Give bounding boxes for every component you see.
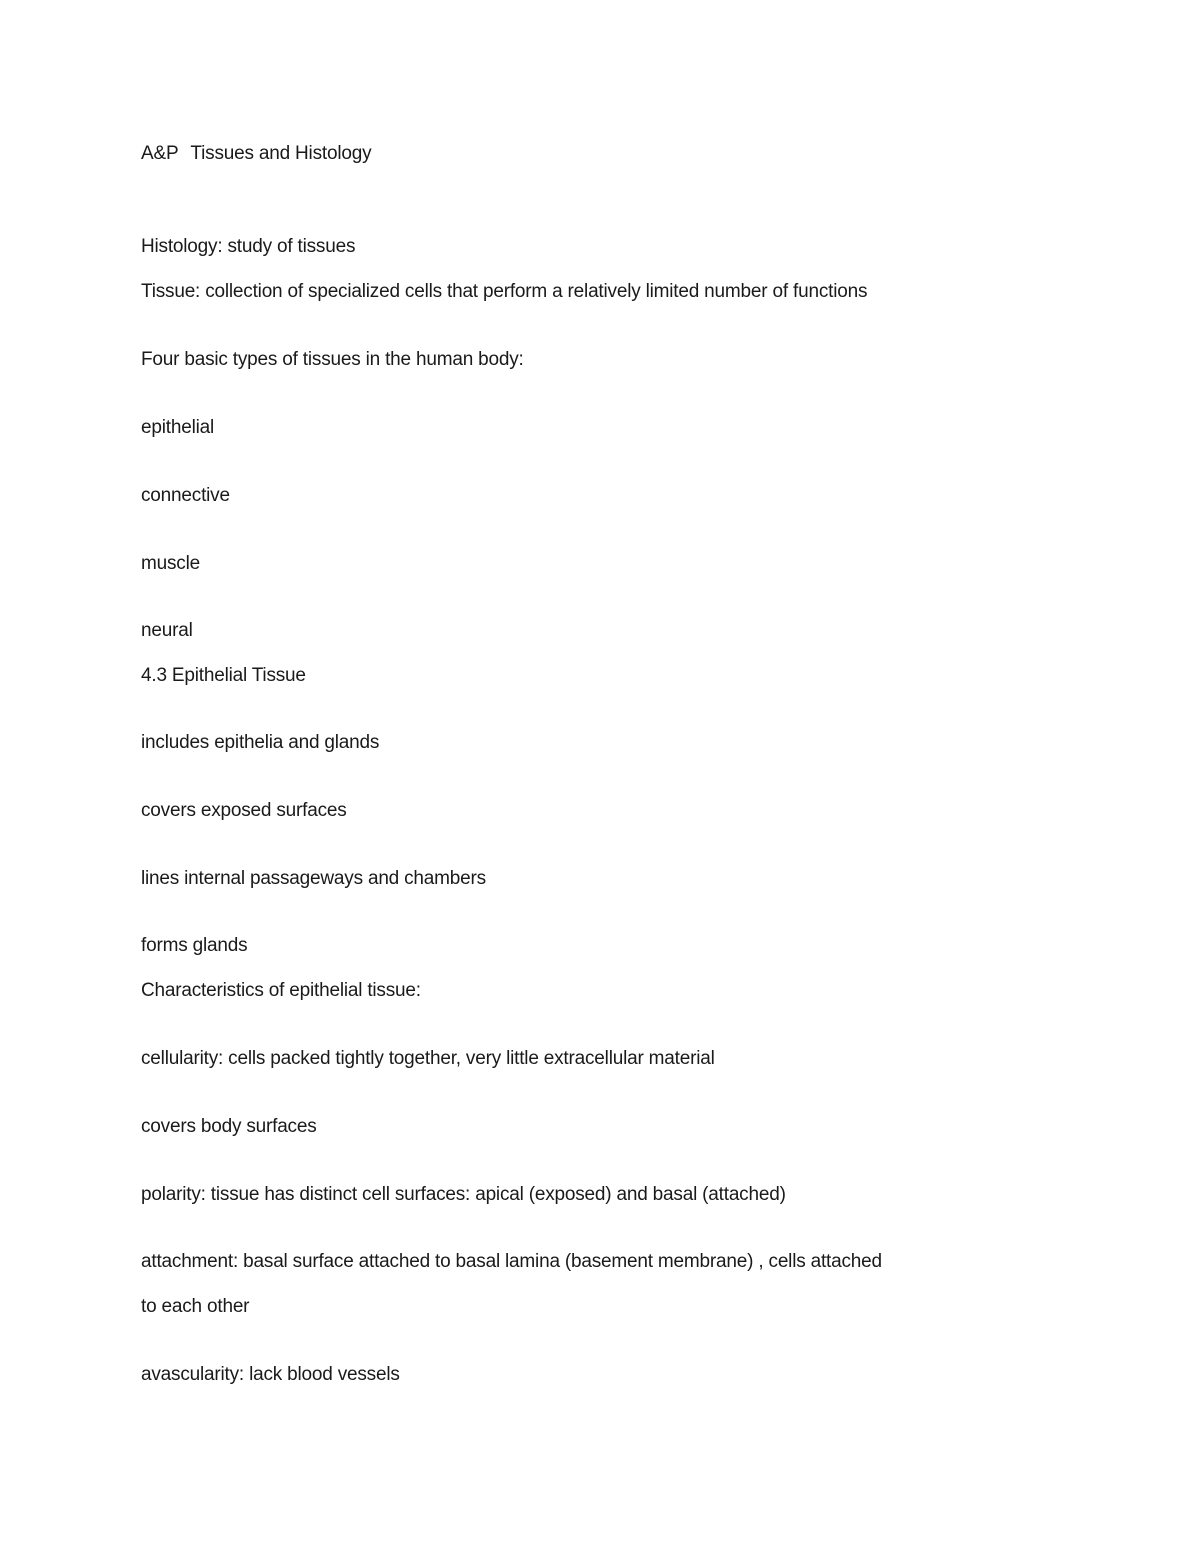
tissue-types-heading: Four basic types of tissues in the human body: — [141, 349, 524, 370]
epithelial-point-covers: covers exposed surfaces — [141, 800, 347, 821]
characteristic-covers-body: covers body surfaces — [141, 1116, 317, 1137]
title-main: Tissues and Histology — [190, 143, 372, 164]
tissue-type-epithelial: epithelial — [141, 417, 214, 438]
characteristic-attachment-continued: to each other — [141, 1296, 250, 1317]
tissue-type-connective: connective — [141, 485, 230, 506]
tissue-type-neural: neural — [141, 620, 193, 641]
tissue-type-muscle: muscle — [141, 553, 200, 574]
characteristic-attachment: attachment: basal surface attached to basal lamina (basement membrane) , cells attached — [141, 1251, 882, 1272]
section-heading-epithelial-tissue: 4.3 Epithelial Tissue — [141, 665, 306, 686]
epithelial-point-lines: lines internal passageways and chambers — [141, 868, 486, 889]
definition-tissue: Tissue: collection of specialized cells that perform a relatively limited number of functions — [141, 281, 868, 302]
characteristic-polarity: polarity: tissue has distinct cell surfaces: apical (exposed) and basal (attached) — [141, 1184, 786, 1205]
epithelial-point-includes: includes epithelia and glands — [141, 732, 380, 753]
characteristic-avascularity: avascularity: lack blood vessels — [141, 1364, 400, 1385]
characteristic-cellularity: cellularity: cells packed tightly together, very little extracellular material — [141, 1048, 715, 1069]
characteristics-heading: Characteristics of epithelial tissue: — [141, 980, 421, 1001]
definition-histology: Histology: study of tissues — [141, 236, 356, 257]
epithelial-point-glands: forms glands — [141, 935, 248, 956]
document-title — [141, 142, 371, 166]
title-prefix: A&P — [141, 143, 179, 164]
